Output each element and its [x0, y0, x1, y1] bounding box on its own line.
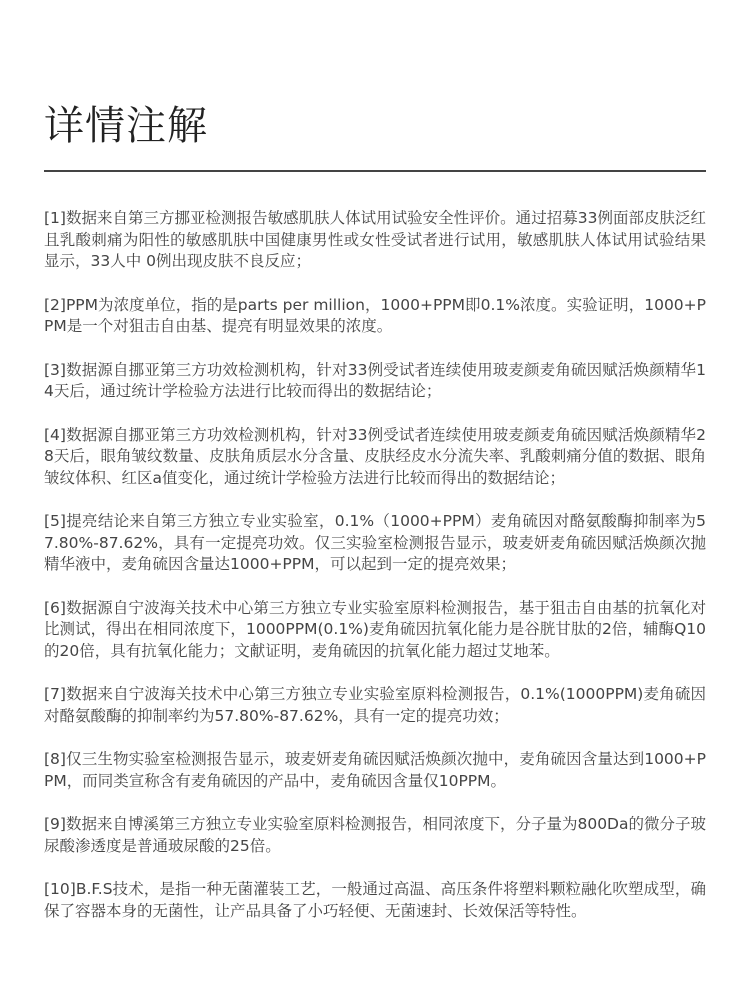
title-divider: [44, 170, 706, 172]
footnote-7: [7]数据来自宁波海关技术中心第三方独立专业实验室原料检测报告，0.1%(1000PPM)麦角硫因对酪氨酸酶的抑制率约为57.80%-87.62%，具有一定的提亮功效；: [44, 685, 706, 725]
footnote-4: [4]数据源自挪亚第三方功效检测机构，针对33例受试者连续使用玻麦颜麦角硫因赋活焕颜精华28天后，眼角皱纹数量、皮肤角质层水分含量、皮肤经皮水分流失率、乳酸刺痛分值的数据、眼角皱纹体积、红区a值变化，通过统计学检验方法进行比较而得出的数据结论；: [44, 425, 706, 487]
footnote-2: [2]PPM为浓度单位，指的是parts per million，1000+PPM即0.1%浓度。实验证明，1000+PPM是一个对狙击自由基、提亮有明显效果的浓度。: [44, 295, 706, 335]
footnote-3: [3]数据源自挪亚第三方功效检测机构，针对33例受试者连续使用玻麦颜麦角硫因赋活焕颜精华14天后，通过统计学检验方法进行比较而得出的数据结论；: [44, 360, 706, 400]
footnote-1: [1]数据来自第三方挪亚检测报告敏感肌肤人体试用试验安全性评价。通过招募33例面部皮肤泛红且乳酸刺痛为阳性的敏感肌肤中国健康男性或女性受试者进行试用，敏感肌肤人体试用试验结果显示，33人中 0例出现皮肤不良反应；: [44, 209, 706, 270]
page-title: 详情注解: [44, 103, 208, 149]
footnote-10: [10]B.F.S技术，是指一种无菌灌装工艺，一般通过高温、高压条件将塑料颗粒融化吹塑成型，确保了容器本身的无菌性，让产品具备了小巧轻便、无菌速封、长效保活等特性。: [44, 880, 706, 920]
footnote-8: [8]仅三生物实验室检测报告显示，玻麦妍麦角硫因赋活焕颜次抛中，麦角硫因含量达到1000+PPM，而同类宣称含有麦角硫因的产品中，麦角硫因含量仅10PPM。: [44, 750, 706, 790]
footnote-9: [9]数据来自博溪第三方独立专业实验室原料检测报告，相同浓度下，分子量为800Da的微分子玻尿酸渗透度是普通玻尿酸的25倍。: [44, 815, 706, 855]
footnote-list: [44, 208, 706, 944]
footnote-6: [6]数据源自宁波海关技术中心第三方独立专业实验室原料检测报告，基于狙击自由基的抗氧化对比测试，得出在相同浓度下，1000PPM(0.1%)麦角硫因抗氧化能力是谷胱甘肽的2倍，辅酶Q10的20倍，具有抗氧化能力；文献证明，麦角硫因的抗氧化能力超过艾地苯。: [44, 598, 706, 660]
footnote-5: [5]提亮结论来自第三方独立专业实验室，0.1%（1000+PPM）麦角硫因对酪氨酸酶抑制率为57.80%-87.62%，具有一定提亮功效。仅三实验室检测报告显示，玻麦妍麦角硫因赋活焕颜次抛精华液中，麦角硫因含量达1000+PPM，可以起到一定的提亮效果；: [44, 512, 706, 573]
